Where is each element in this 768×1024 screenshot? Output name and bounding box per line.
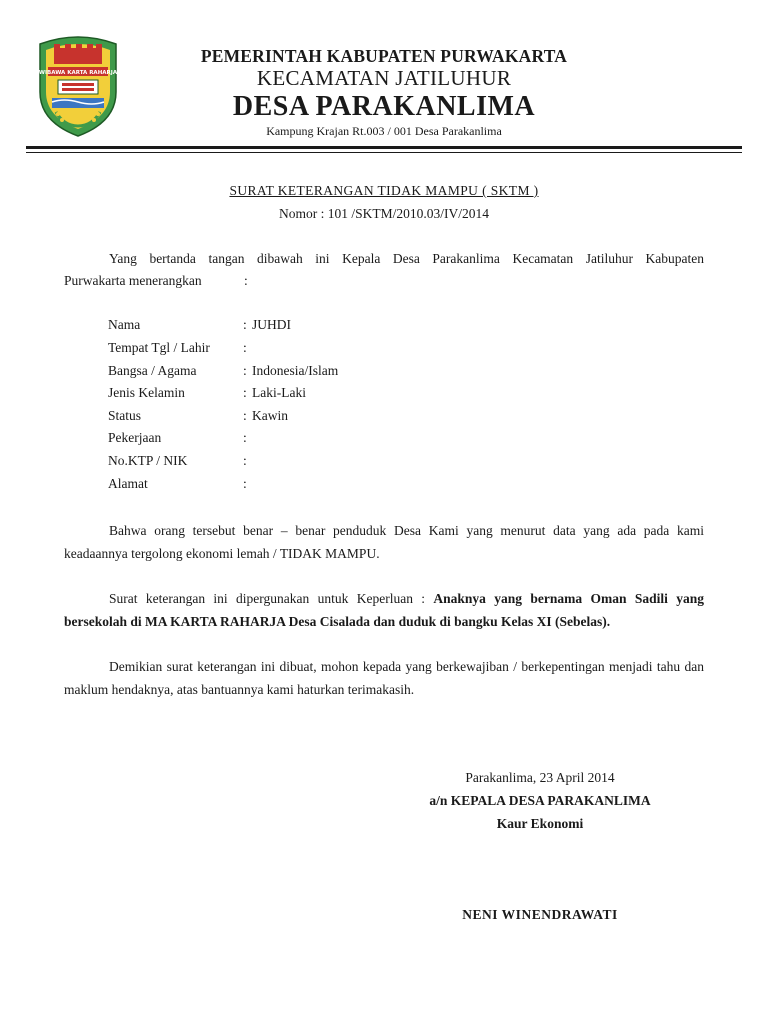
header-divider-thin <box>26 152 742 153</box>
signature-place-date: Parakanlima, 23 April 2014 <box>465 770 615 785</box>
document-number: Nomor : 101 /SKTM/2010.03/IV/2014 <box>278 206 489 221</box>
signature-position: Kaur Ekonomi <box>496 816 584 831</box>
letterhead-address: Kampung Krajan Rt.003 / 001 Desa Parakanlima <box>266 124 502 138</box>
closing-paragraph: Demikian surat keterangan ini dibuat, mohon kepada yang berkewajiban / berkepentingan menjadi tahu dan maklum hendaknya, atas bantuannya kami haturkan terimakasih. <box>64 659 704 697</box>
signatory-name: NENI WINENDRAWATI <box>462 907 618 922</box>
purpose-paragraph: Surat keterangan ini dipergunakan untuk Keperluan : Anaknya yang bernama Oman Sadili yang bersekolah di MA KARTA RAHARJA Desa Cisalada dan duduk di bangku Kelas XI (Sebelas). <box>64 591 704 629</box>
signature-on-behalf: a/n KEPALA DESA PARAKANLIMA <box>429 793 651 808</box>
letterhead-government: PEMERINTAH KABUPATEN PURWAKARTA <box>200 46 568 66</box>
letterhead-village: DESA PARAKANLIMA <box>232 91 536 122</box>
letterhead-district: KECAMATAN JATILUHUR <box>256 66 512 90</box>
document-title: SURAT KETERANGAN TIDAK MAMPU ( SKTM ) <box>229 183 539 198</box>
regency-emblem-icon <box>34 34 122 138</box>
emblem-motto: WIBAWA KARTA RAHARJA <box>38 70 118 76</box>
statement-paragraph: Bahwa orang tersebut benar – benar penduduk Desa Kami yang menurut data yang ada pada kami keadaannya tergolong ekonomi lemah / TIDAK MAMPU. <box>64 523 704 561</box>
intro-line-2: Purwakarta menerangkan : <box>64 273 248 288</box>
header-divider-thick <box>26 146 742 149</box>
intro-line-1: Yang bertanda tangan dibawah ini Kepala Desa Parakanlima Kecamatan Jatiluhur Kabupaten <box>109 251 704 266</box>
